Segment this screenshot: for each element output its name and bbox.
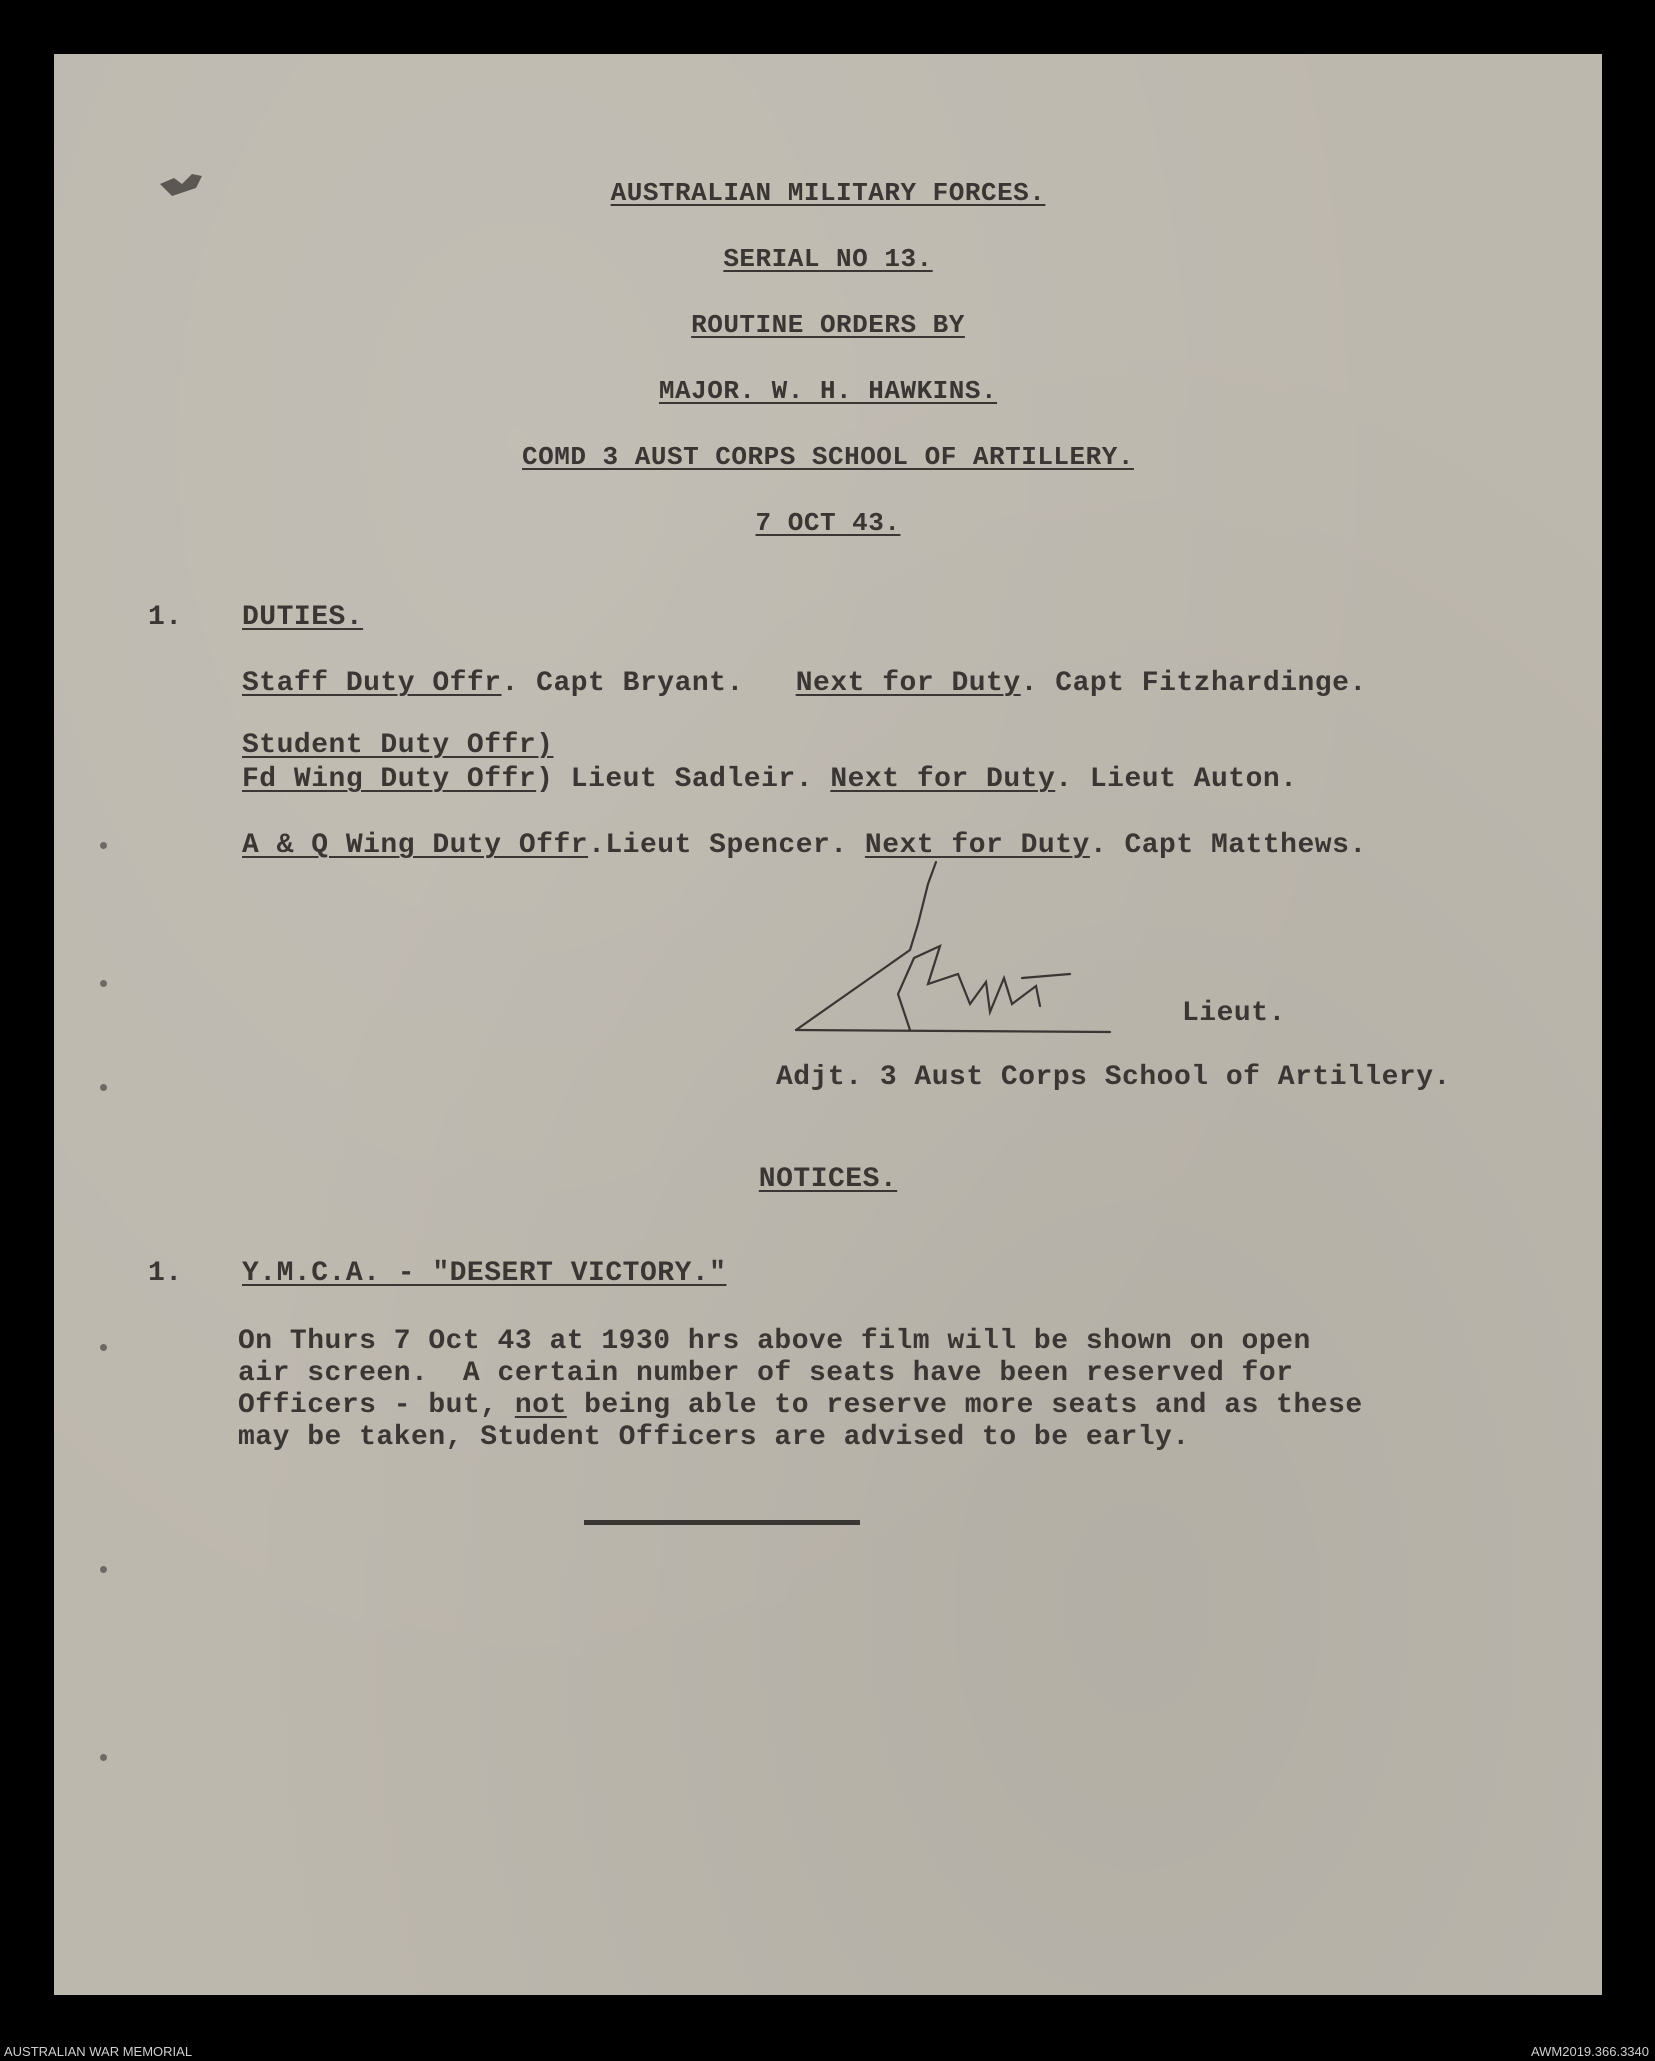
notices-title: NOTICES.	[758, 1164, 898, 1195]
next-for-duty-label: Next for Duty	[795, 668, 1021, 699]
heading-routine-orders: ROUTINE ORDERS BY	[691, 310, 965, 340]
closing-rule	[584, 1520, 860, 1525]
notice-emphasis: not	[514, 1390, 567, 1421]
signature-position: Adjt. 3 Aust Corps School of Artillery.	[776, 1062, 1451, 1093]
notice-paragraph-line	[238, 1390, 1363, 1421]
fd-wing-duty-label: Fd Wing Duty Offr	[242, 764, 537, 795]
fd-wing-duty-name: ) Lieut Sadleir.	[536, 764, 831, 795]
notice-number: 1.	[148, 1258, 183, 1289]
section-number: 1.	[148, 602, 183, 633]
section-title-duties: DUTIES.	[242, 602, 364, 633]
heading-serial: SERIAL NO 13.	[723, 244, 933, 274]
footer-reference: AWM2019.366.3340	[1530, 2044, 1649, 2059]
next-for-duty-label: Next for Duty	[830, 764, 1056, 795]
punch-hole	[100, 1084, 107, 1091]
aq-wing-next-name: . Capt Matthews.	[1089, 830, 1367, 861]
heading-forces: AUSTRALIAN MILITARY FORCES.	[610, 178, 1046, 208]
footer-institution: AUSTRALIAN WAR MEMORIAL	[4, 2044, 193, 2059]
notice-text: Officers - but,	[238, 1390, 515, 1421]
document-page	[54, 54, 1602, 1995]
aq-wing-duty-label: A & Q Wing Duty Offr	[242, 830, 589, 861]
notice-text: being able to reserve more seats and as these	[566, 1390, 1363, 1421]
student-duty-label: Student Duty Offr)	[242, 730, 554, 761]
next-for-duty-label: Next for Duty	[864, 830, 1090, 861]
duty-line-staff	[242, 668, 1367, 699]
punch-hole	[100, 1754, 107, 1761]
punch-hole	[100, 1344, 107, 1351]
staff-next-name: . Capt Fitzhardinge.	[1020, 668, 1367, 699]
notice-title: Y.M.C.A. - "DESERT VICTORY."	[242, 1258, 727, 1289]
fd-wing-next-name: . Lieut Auton.	[1055, 764, 1298, 795]
signature-rank: Lieut.	[1182, 998, 1286, 1029]
punch-hole	[100, 980, 107, 987]
heading-date: 7 OCT 43.	[755, 508, 901, 538]
staff-duty-label: Staff Duty Offr	[242, 668, 502, 699]
heading-command: COMD 3 AUST CORPS SCHOOL OF ARTILLERY.	[522, 442, 1134, 472]
notice-paragraph-line: On Thurs 7 Oct 43 at 1930 hrs above film will be shown on open	[238, 1326, 1311, 1357]
handwritten-signature	[790, 854, 1130, 1044]
notice-paragraph-line: air screen. A certain number of seats have been reserved for	[238, 1358, 1294, 1389]
heading-major: MAJOR. W. H. HAWKINS.	[658, 376, 998, 406]
staff-duty-name: . Capt Bryant.	[501, 668, 744, 699]
punch-hole	[100, 842, 107, 849]
aq-wing-duty-name: .Lieut Spencer.	[588, 830, 865, 861]
notice-paragraph-line: may be taken, Student Officers are advised to be early.	[238, 1422, 1190, 1453]
punch-hole	[100, 1566, 107, 1573]
duty-line-fd-wing	[242, 764, 1298, 795]
